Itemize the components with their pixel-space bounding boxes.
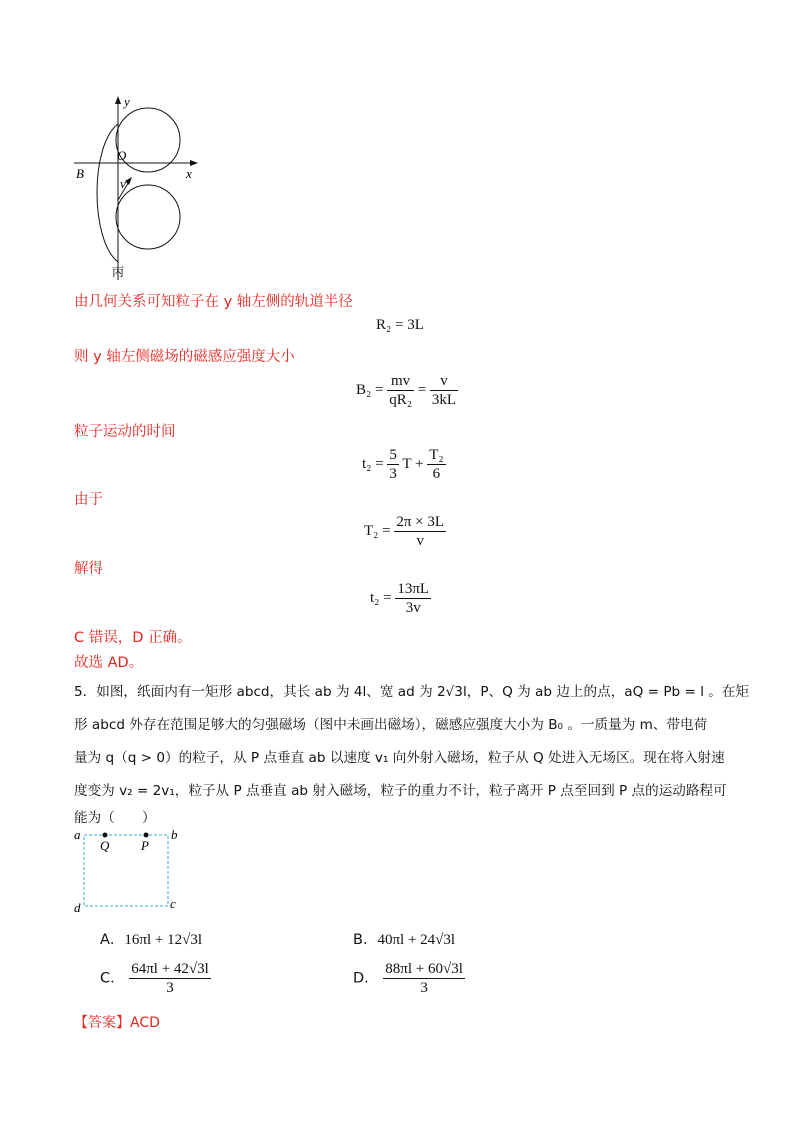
question-line-1: 5．如图，纸面内有一矩形 abcd，其长 ab 为 4l、宽 ad 为 2√3l，P、Q 为 ab 边上的点，aQ = Pb = l 。在矩 [74,684,750,700]
question-line-5: 能为（ ） [74,810,156,826]
point-q [103,833,108,838]
figure-caption: 丙 [112,265,125,279]
option-c[interactable]: C． $\frac{64\pi l + 42√3l}{3}$ [100,961,209,996]
label-v: v [120,176,126,191]
label-x: x [186,166,192,181]
question-line-4: 度变为 v₂ = 2v₁，粒子从 P 点垂直 ab 射入磁场，粒子的重力不计，粒子离开 P 点至回到 P 点的运动路程可 [74,783,727,799]
left-arc [97,124,118,262]
solution-line-4: 由于 [74,492,103,508]
solution-line-6: C 错误，D 正确。 [74,630,192,646]
label-q: Q [100,838,110,853]
answer-value: ACD [130,1015,160,1031]
equation-r2: R₂ = 3L [376,317,424,333]
equation-t2-result: t₂ = $\frac{13\pi L}{3v}$ [370,581,430,616]
answer-bracket: 【答案】 [74,1015,130,1031]
label-p: P [141,838,149,853]
solution-line-1: 由几何关系可知粒子在 y 轴左侧的轨道半径 [74,294,353,310]
rectangle-abcd [84,835,168,906]
answer-line [74,1012,160,1032]
velocity-arrowhead [125,177,132,185]
equation-b2: B₂ = $\frac{mv}{\text{qR₂}}$ = $\frac{v}{3kL}$ [356,373,457,408]
solution-line-5: 解得 [74,561,103,577]
label-b: B [76,166,84,181]
label-d: d [74,900,81,915]
label-a: a [74,827,81,842]
label-c: c [170,896,176,911]
option-d[interactable]: D． $\frac{88\pi l + 60√3l}{3}$ [353,961,463,996]
equation-t2: t₂ = $\frac{5}{3}$ T + $\frac{\text{T₂}}{6}$ [362,447,444,482]
lower-circle [116,185,180,249]
rectangle-figure [70,826,190,918]
equation-T2: T₂ = $\frac{2\pi \times 3L}{v}$ [364,514,445,549]
question-line-2: 形 abcd 外存在范围足够大的匀强磁场（图中未画出磁场），磁感应强度大小为 B₀ 。一质量为 m、带电荷 [74,717,708,733]
label-y: y [124,94,130,109]
solution-line-7: 故选 AD。 [74,655,144,671]
label-b-corner: b [171,827,178,842]
trajectory-figure [70,90,210,285]
question-line-3: 量为 q（q > 0）的粒子，从 P 点垂直 ab 以速度 v₁ 向外射入磁场，粒子从 Q 处进入无场区。现在将入射速 [74,750,725,766]
option-a[interactable]: A．16πl + 12√3l [100,932,203,948]
option-b[interactable]: B．40πl + 24√3l [353,932,456,948]
solution-line-3: 粒子运动的时间 [74,424,176,440]
solution-line-2: 则 y 轴左侧磁场的磁感应强度大小 [74,349,295,365]
point-p [144,833,149,838]
y-axis-arrow [115,96,121,104]
label-o: O [117,148,127,163]
